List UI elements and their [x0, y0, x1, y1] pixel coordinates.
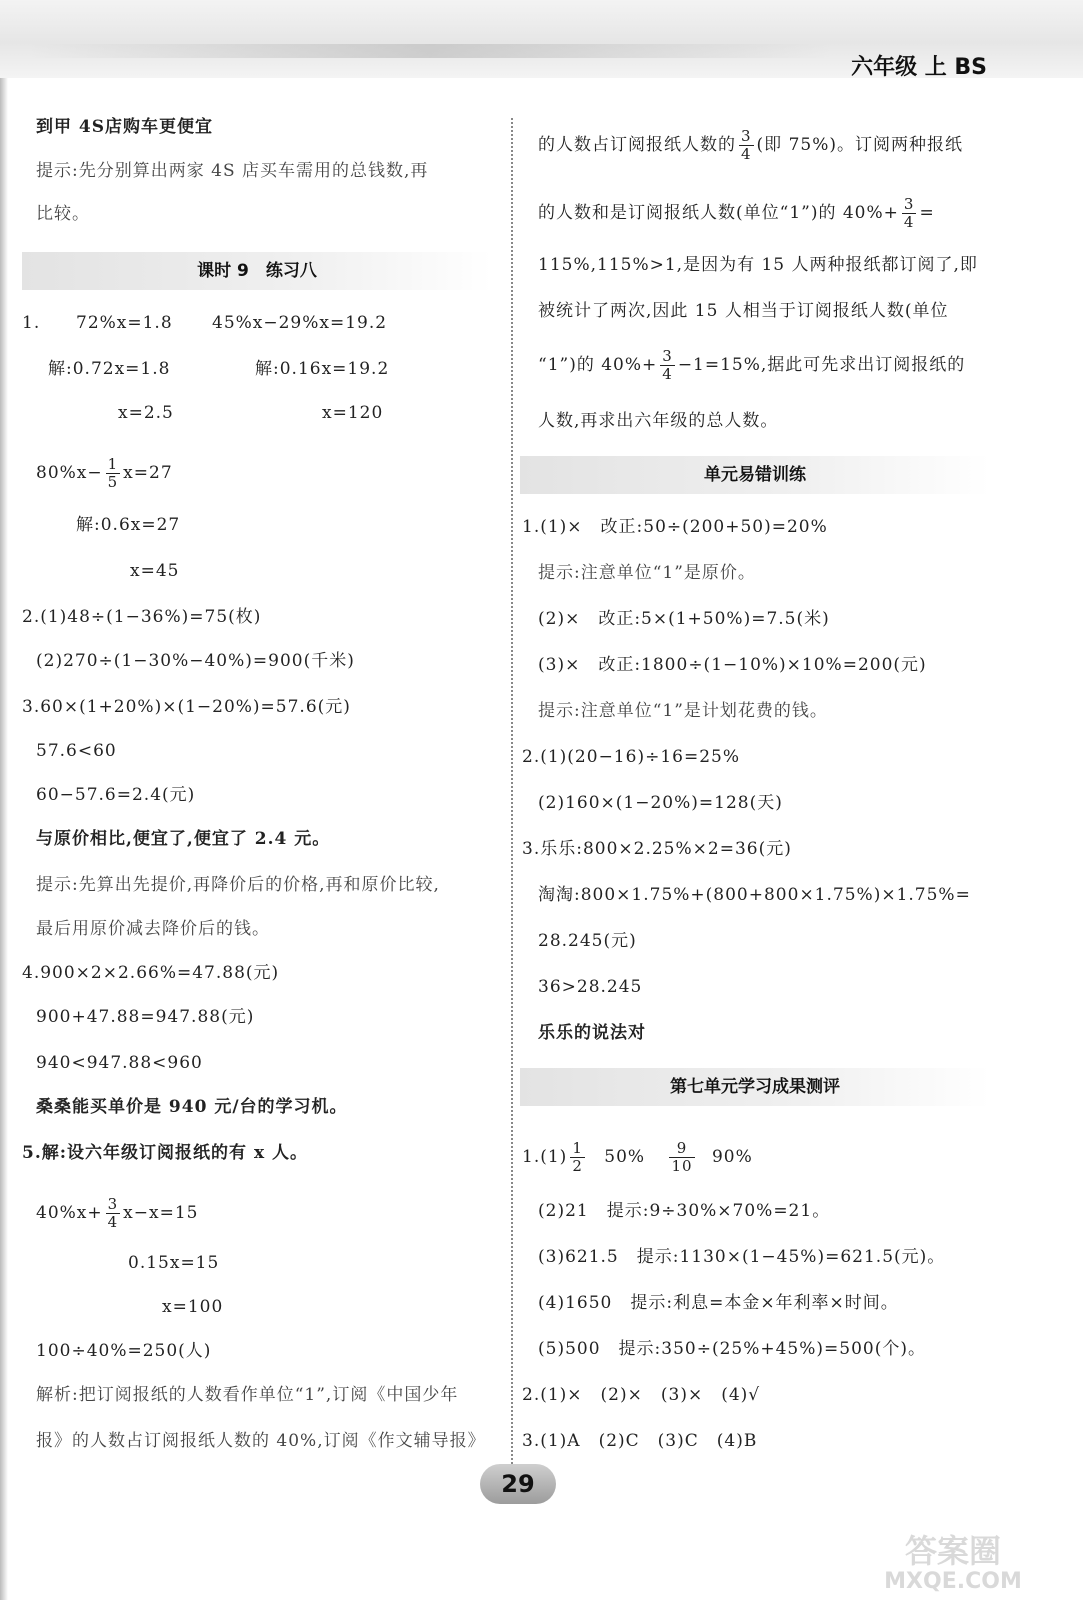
answer-line: 2.(1)48÷(1−36%)=75(枚) [22, 607, 262, 627]
equation-line: 0.15x=15 [128, 1253, 220, 1273]
page-binding-edge [0, 0, 8, 1600]
text-part: (即 75%)。订阅两种报纸 [756, 135, 964, 155]
answer-line: 桑桑能买单价是 940 元/台的学习机。 [36, 1097, 348, 1117]
answer-line: (2)21 提示:9÷30%×70%=21。 [538, 1201, 831, 1221]
equation-line: 解:0.6x=27 [76, 515, 181, 535]
text-part: 1.(1) [522, 1147, 568, 1167]
equation-line [36, 1196, 198, 1231]
equation-part: x−x=15 [123, 1203, 199, 1223]
explanation-line: 人数,再求出六年级的总人数。 [538, 411, 779, 431]
hint-line: 报》的人数占订阅报纸人数的 40%,订阅《作文辅导报》 [36, 1431, 486, 1451]
answer-line: (4)1650 提示:利息=本金×年利率×时间。 [538, 1293, 899, 1313]
text-part: 的人数占订阅报纸人数的 [538, 135, 736, 155]
answer-line: 3.60×(1+20%)×(1−20%)=57.6(元) [22, 697, 351, 717]
watermark-text: 答案圈 [904, 1532, 1002, 1570]
hint-line: 提示:先算出先提价,再降价后的价格,再和原价比较, [36, 875, 440, 895]
fraction [106, 456, 121, 491]
equation-line: x=2.5 [118, 403, 174, 423]
equation-part: 80%x− [36, 463, 103, 483]
fraction-denominator: 10 [671, 1157, 693, 1175]
fraction-denominator: 5 [107, 473, 119, 491]
answer-line: 2.(1)(20−16)÷16=25% [522, 747, 740, 767]
answer-line: 到甲 4S店购车更便宜 [36, 117, 214, 137]
fraction-denominator: 4 [903, 213, 915, 231]
explanation-line: 被统计了两次,因此 15 人相当于订阅报纸人数(单位 [538, 301, 949, 321]
answer-line: 60−57.6=2.4(元) [36, 785, 196, 805]
explanation-line: 115%,115%>1,是因为有 15 人两种报纸都订阅了,即 [538, 255, 978, 275]
fraction [660, 348, 675, 383]
answer-line: 5.解:设六年级订阅报纸的有 x 人。 [22, 1143, 308, 1163]
answer-line: 3.乐乐:800×2.25%×2=36(元) [522, 839, 792, 859]
answer-line: (3)× 改正:1800÷(1−10%)×10%=200(元) [538, 655, 927, 675]
page-number: 29 [480, 1464, 556, 1504]
text-part: 的人数和是订阅报纸人数(单位“1”)的 40%+ [538, 203, 899, 223]
header-decoration [30, 44, 830, 58]
equation-line: 72%x=1.8 [76, 313, 173, 333]
answer-line: 28.245(元) [538, 931, 637, 951]
section-title-error-training: 单元易错训练 [520, 456, 990, 494]
question-number: 1. [22, 313, 41, 333]
fraction-numerator: 1 [107, 455, 119, 473]
watermark-url: MXQE.COM [884, 1569, 1022, 1592]
fraction-numerator: 3 [662, 347, 673, 365]
grade-label: 六年级 上 BS [851, 55, 987, 80]
fraction-numerator: 3 [107, 1195, 119, 1213]
hint-line: 最后用原价减去降价后的钱。 [36, 919, 270, 939]
explanation-line [538, 196, 935, 231]
explanation-line [538, 348, 965, 383]
explanation-line [538, 128, 963, 163]
text-part: 90% [711, 1147, 753, 1167]
text-part: = [919, 203, 935, 223]
answer-line: (2)× 改正:5×(1+50%)=7.5(米) [538, 609, 830, 629]
equation-part: 40%x+ [36, 1203, 103, 1223]
equation-line: 解:0.72x=1.8 [48, 359, 171, 379]
answer-line: 3.(1)A (2)C (3)C (4)B [522, 1431, 758, 1451]
hint-line: 提示:注意单位“1”是计划花费的钱。 [538, 701, 828, 721]
fraction-numerator: 9 [669, 1140, 694, 1158]
answer-line: 乐乐的说法对 [538, 1023, 646, 1043]
answer-line: (3)621.5 提示:1130×(1−45%)=621.5(元)。 [538, 1247, 946, 1267]
text-part: 50% [604, 1147, 646, 1167]
equation-line: x=100 [162, 1297, 224, 1317]
fraction-numerator: 3 [903, 195, 915, 213]
text-part: “1”)的 40%+ [538, 355, 658, 375]
fraction [902, 196, 917, 231]
answer-line [522, 1140, 753, 1175]
answer-line: 900+47.88=947.88(元) [36, 1007, 255, 1027]
answer-line: 100÷40%=250(人) [36, 1341, 212, 1361]
equation-line: x=45 [130, 561, 180, 581]
answer-line: 940<947.88<960 [36, 1053, 203, 1073]
answer-line: (2)160×(1−20%)=128(天) [538, 793, 783, 813]
equation-line: x=120 [322, 403, 384, 423]
fraction-numerator: 3 [741, 127, 752, 145]
section-title-practice8: 课时 9 练习八 [22, 252, 492, 290]
hint-line: 提示:注意单位“1”是原价。 [538, 563, 756, 583]
answer-line: 1.(1)× 改正:50÷(200+50)=20% [522, 517, 828, 537]
answer-line: 36>28.245 [538, 977, 643, 997]
fraction [669, 1140, 694, 1175]
text-part: −1=15%,据此可先求出订阅报纸的 [677, 355, 966, 375]
equation-line: 解:0.16x=19.2 [255, 359, 390, 379]
fraction [570, 1140, 585, 1175]
hint-line: 比较。 [36, 204, 90, 224]
fraction [739, 128, 754, 163]
answer-line: 与原价相比,便宜了,便宜了 2.4 元。 [36, 829, 331, 849]
fraction-denominator: 4 [107, 1213, 119, 1231]
section-title-unit7-assessment: 第七单元学习成果测评 [520, 1068, 990, 1106]
fraction-denominator: 4 [741, 145, 752, 163]
answer-line: (5)500 提示:350÷(25%+45%)=500(个)。 [538, 1339, 926, 1359]
answer-line: 2.(1)× (2)× (3)× (4)√ [522, 1385, 761, 1405]
fraction-denominator: 2 [572, 1157, 583, 1175]
answer-line: 淘淘:800×1.75%+(800+800×1.75%)×1.75%= [538, 885, 971, 905]
equation-part: x=27 [123, 463, 173, 483]
hint-line: 提示:先分别算出两家 4S 店买车需用的总钱数,再 [36, 161, 429, 181]
fraction-numerator: 1 [572, 1139, 583, 1157]
page-header-band [0, 0, 1083, 78]
fraction [106, 1196, 121, 1231]
answer-line: (2)270÷(1−30%−40%)=900(千米) [36, 651, 355, 671]
equation-line: 45%x−29%x=19.2 [212, 313, 388, 333]
column-divider [511, 118, 513, 1488]
answer-line: 4.900×2×2.66%=47.88(元) [22, 963, 280, 983]
fraction-denominator: 4 [662, 365, 673, 383]
equation-line [36, 456, 173, 491]
hint-line: 解析:把订阅报纸的人数看作单位“1”,订阅《中国少年 [36, 1385, 459, 1405]
watermark-logo [853, 1528, 1053, 1592]
answer-line: 57.6<60 [36, 741, 117, 761]
